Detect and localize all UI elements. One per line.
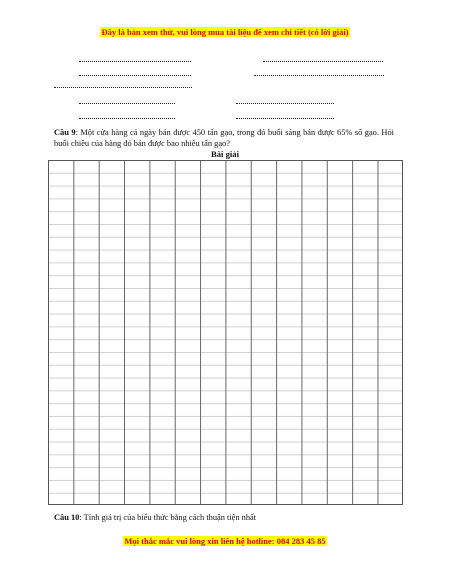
question-10-label: Câu 10 bbox=[54, 513, 80, 522]
question-9-label: Câu 9 bbox=[54, 128, 76, 137]
answer-dotted-line bbox=[79, 116, 175, 119]
hotline-notice-banner bbox=[0, 536, 450, 546]
solution-title: Bài giải bbox=[211, 149, 239, 159]
question-9 bbox=[54, 127, 394, 149]
question-10-text: : Tính giá trị của biểu thức bằng cách thuận tiện nhất bbox=[79, 513, 257, 522]
answer-dotted-line bbox=[236, 116, 334, 119]
question-10 bbox=[54, 512, 394, 523]
answer-grid bbox=[48, 160, 403, 505]
preview-notice-text: Đây là bản xem thử, vui lòng mua tài liệu để xem chi tiết (có lời giải) bbox=[101, 27, 349, 37]
answer-dotted-line bbox=[79, 59, 191, 62]
question-9-text: : Một cửa hàng cả ngày bán được 450 tấn gạo, trong đó buổi sáng bán được 65% số gạo. Hỏi buổi chiều của hàng đó bán được bao nhiêu tấn gạo? bbox=[54, 128, 394, 148]
answer-dotted-line bbox=[79, 101, 175, 104]
answer-dotted-line bbox=[79, 73, 191, 76]
answer-dotted-line bbox=[263, 59, 383, 62]
answer-dotted-line bbox=[54, 85, 192, 88]
preview-notice-banner bbox=[0, 27, 450, 37]
hotline-notice-text: Mọi thắc mắc vui lòng xin liên hệ hotline: 084 283 45 85 bbox=[124, 536, 326, 546]
answer-dotted-line bbox=[254, 73, 384, 76]
answer-dotted-line bbox=[236, 101, 334, 104]
